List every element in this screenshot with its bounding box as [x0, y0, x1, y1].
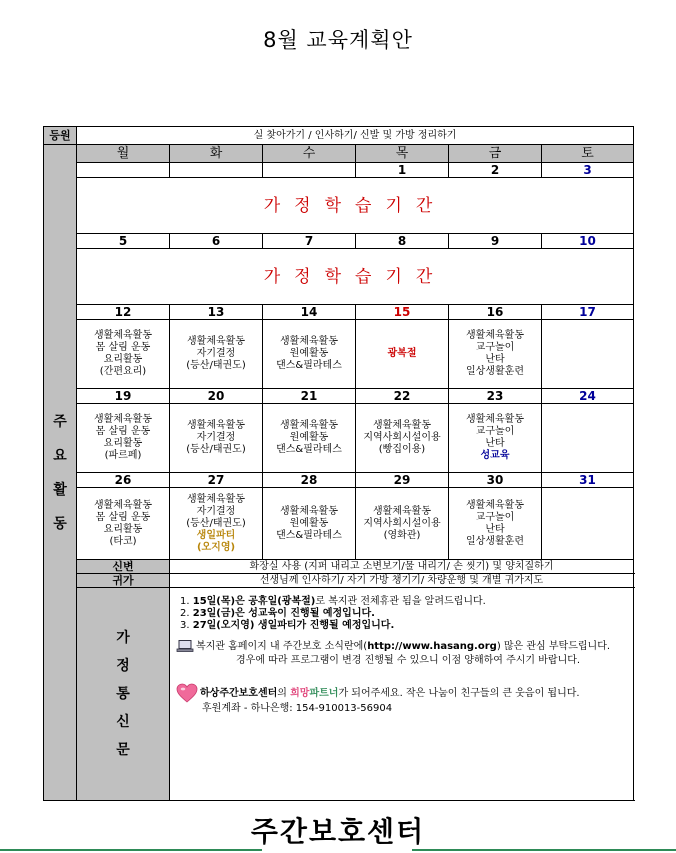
website-url[interactable]: http://www.hasang.org — [367, 641, 497, 652]
activity-line: 생활체육활동 — [94, 330, 152, 341]
notice-2-text: 23일(금)은 성교육이 진행될 예정입니다. — [192, 608, 375, 619]
website-pre: 복지관 홈페이지 내 주간보호 소식란에( — [196, 641, 368, 652]
day-tue: 화 — [170, 145, 263, 163]
activity-line: (빵집이용) — [378, 444, 426, 455]
activity-line: 일상생활훈련 — [466, 366, 524, 377]
activity-line: (파르페) — [104, 450, 142, 461]
activity-cell — [170, 488, 263, 560]
date-cell: 12 — [77, 305, 170, 320]
birthday-party-highlight: 생일파티 — [196, 529, 236, 541]
hygiene-row — [44, 560, 634, 574]
day-header-row — [44, 145, 634, 163]
date-cell: 22 — [356, 389, 449, 404]
arrival-row — [44, 127, 634, 145]
day-wed: 수 — [263, 145, 356, 163]
activity-line: 생활체육활동 — [280, 420, 338, 431]
notice-1-rest: 로 복지관 전체휴관 됨을 알려드립니다. — [315, 596, 486, 607]
hope-pre: 의 — [277, 688, 287, 699]
page-title: 8월 교육계획안 — [263, 28, 413, 52]
activity-cell — [356, 404, 449, 473]
date-cell: 5 — [77, 234, 170, 249]
notice-2: 2. 23일(금)은 성교육이 진행될 예정입니다. — [180, 608, 375, 619]
activity-line: 지역사회시설이용 — [363, 432, 441, 443]
hope-word: 희망 — [290, 688, 310, 699]
date-cell: 20 — [170, 389, 263, 404]
change-notice: 경우에 따라 프로그램이 변경 진행될 수 있으니 이점 양해하여 주시기 바랍니다. — [236, 655, 581, 666]
week2-banner-row — [44, 249, 634, 305]
activity-line: (영화관) — [383, 529, 421, 541]
activity-cell — [263, 404, 356, 473]
activity-cell — [356, 488, 449, 560]
week4-dates — [44, 389, 634, 404]
activity-cell — [77, 320, 170, 389]
activity-line: 요리활동 — [103, 438, 143, 449]
activity-line: 생활체육활동 — [466, 414, 524, 425]
activity-cell — [449, 488, 542, 560]
week4-activities — [44, 404, 634, 473]
date-cell: 23 — [449, 389, 542, 404]
date-cell — [170, 163, 263, 178]
activity-line: 몸 살림 운동 — [95, 426, 151, 437]
notice-1-bold: 15일(목)은 공휴일(광복절) — [192, 596, 316, 607]
website-notice — [176, 640, 627, 653]
weekly-label-char: 동 — [53, 515, 67, 532]
date-cell: 1 — [356, 163, 449, 178]
activity-line: 교구놀이 — [475, 426, 515, 437]
heart-icon — [176, 683, 198, 703]
activity-line: 생활체육활동 — [373, 505, 431, 517]
hygiene-text: 화장실 사용 (지퍼 내리고 소변보기/물 내리기/ 손 씻기) 및 양치질하기 — [170, 560, 634, 574]
going-home-text: 선생님께 인사하기/ 자기 가방 챙기기/ 차량운행 및 개별 귀가지도 — [170, 574, 634, 588]
activity-line: 생활체육활동 — [94, 414, 152, 425]
arrival-label: 등원 — [44, 127, 77, 145]
activity-cell — [542, 404, 634, 473]
newsletter-label — [77, 588, 170, 801]
date-cell: 2 — [449, 163, 542, 178]
activity-line: 생활체육활동 — [466, 499, 524, 511]
date-cell — [263, 163, 356, 178]
activity-cell — [263, 488, 356, 560]
week3-activities — [44, 320, 634, 389]
activity-line: (등산/태권도) — [186, 444, 246, 455]
activity-line: 난타 — [485, 523, 505, 535]
activity-cell — [449, 404, 542, 473]
activity-line: 생활체육활동 — [187, 420, 245, 431]
activity-line: 원예활동 — [289, 432, 329, 443]
activity-cell — [77, 404, 170, 473]
activity-line: 일상생활훈련 — [466, 535, 524, 547]
date-cell: 15 — [356, 305, 449, 320]
sex-education-highlight: 성교육 — [480, 450, 510, 461]
date-cell: 26 — [77, 473, 170, 488]
day-mon: 월 — [77, 145, 170, 163]
laptop-icon — [176, 640, 194, 652]
home-study-banner: 가정학습기간 — [77, 249, 634, 305]
weekly-label-char: 활 — [53, 481, 67, 498]
newsletter-label-char: 정 — [116, 658, 130, 674]
week1-banner-row — [44, 178, 634, 234]
activity-line: 몸 살림 운동 — [95, 511, 151, 523]
activity-cell — [77, 488, 170, 560]
newsletter-content — [170, 588, 634, 801]
sponsor-notice — [176, 683, 627, 703]
activity-line: 자기결정 — [196, 505, 236, 517]
activity-line: 자기결정 — [196, 432, 236, 443]
date-cell: 9 — [449, 234, 542, 249]
week2-dates — [44, 234, 634, 249]
going-home-label: 귀가 — [77, 574, 170, 588]
date-cell — [77, 163, 170, 178]
date-cell: 17 — [542, 305, 634, 320]
activity-cell — [542, 320, 634, 389]
hygiene-label: 신변 — [77, 560, 170, 574]
day-sat: 토 — [542, 145, 634, 163]
date-cell: 16 — [449, 305, 542, 320]
date-cell: 3 — [542, 163, 634, 178]
activity-line: 원예활동 — [289, 517, 329, 529]
date-cell: 19 — [77, 389, 170, 404]
activity-line: 교구놀이 — [475, 511, 515, 523]
bottom-rule-left — [0, 849, 262, 851]
activity-line: 생활체육활동 — [466, 330, 524, 341]
newsletter-label-char: 신 — [116, 714, 130, 730]
activity-line: 댄스&필라테스 — [276, 360, 342, 371]
activity-cell — [263, 320, 356, 389]
activity-line: 교구놀이 — [475, 342, 515, 353]
date-cell: 27 — [170, 473, 263, 488]
week5-dates — [44, 473, 634, 488]
home-study-banner: 가정학습기간 — [77, 178, 634, 234]
date-cell: 29 — [356, 473, 449, 488]
website-post: ) 많은 관심 부탁드립니다. — [496, 641, 611, 652]
date-cell: 7 — [263, 234, 356, 249]
date-cell: 10 — [542, 234, 634, 249]
activity-cell — [170, 320, 263, 389]
activity-line: 난타 — [485, 354, 505, 365]
activity-line: 생활체육활동 — [373, 420, 431, 431]
date-cell: 14 — [263, 305, 356, 320]
activity-cell — [449, 320, 542, 389]
activity-cell — [170, 404, 263, 473]
birthday-party-name: (오지영) — [196, 541, 236, 553]
activity-cell — [356, 320, 449, 389]
activity-line: 생활체육활동 — [94, 499, 152, 511]
activity-line: 댄스&필라테스 — [276, 444, 342, 455]
week5-activities — [44, 488, 634, 560]
holiday-label: 광복절 — [387, 348, 417, 359]
date-cell: 24 — [542, 389, 634, 404]
week1-dates — [44, 163, 634, 178]
date-cell: 28 — [263, 473, 356, 488]
activity-line: (타코) — [109, 535, 137, 547]
weekly-label-char: 주 — [53, 413, 67, 430]
date-cell: 21 — [263, 389, 356, 404]
activity-line: 자기결정 — [196, 348, 236, 359]
activity-line: 요리활동 — [103, 523, 143, 535]
activity-line: (등산/태권도) — [186, 517, 246, 529]
activity-line: 댄스&필라테스 — [276, 529, 342, 541]
bottom-rule-right — [412, 849, 676, 851]
newsletter-row — [44, 588, 634, 801]
activity-line: 지역사회시설이용 — [363, 517, 441, 529]
notice-3: 3. 27일(오지영) 생일파티가 진행될 예정입니다. — [180, 620, 395, 631]
activity-line: 생활체육활동 — [187, 493, 245, 505]
activity-line: 생활체육활동 — [187, 336, 245, 347]
newsletter-label-char: 가 — [116, 630, 130, 646]
center-name: 하상주간보호센터 — [200, 688, 278, 699]
activity-line: 생활체육활동 — [280, 336, 338, 347]
hope-post: 가 되어주세요. 작은 나눔이 친구들의 큰 웃음이 됩니다. — [338, 688, 580, 699]
activity-line: (간편요리) — [99, 366, 147, 377]
activity-line: 난타 — [485, 438, 505, 449]
day-thu: 목 — [356, 145, 449, 163]
center-title: 주간보호센터 — [250, 815, 426, 848]
date-cell: 8 — [356, 234, 449, 249]
activity-cell — [542, 488, 634, 560]
activity-line: 요리활동 — [103, 354, 143, 365]
activity-line: 몸 살림 운동 — [95, 342, 151, 353]
lesson-plan-table — [43, 126, 634, 801]
newsletter-label-char: 문 — [116, 742, 130, 758]
activity-line: 생활체육활동 — [280, 505, 338, 517]
activity-line: (등산/태권도) — [186, 360, 246, 371]
partner-word: 파트너 — [309, 688, 339, 699]
activity-line: 원예활동 — [289, 348, 329, 359]
week3-dates — [44, 305, 634, 320]
going-home-row — [44, 574, 634, 588]
newsletter-label-char: 통 — [116, 686, 130, 702]
notice-1: 1. 15일(목)은 공휴일(광복절)로 복지관 전체휴관 됨을 알려드립니다. — [180, 596, 486, 607]
date-cell: 6 — [170, 234, 263, 249]
day-fri: 금 — [449, 145, 542, 163]
date-cell: 31 — [542, 473, 634, 488]
arrival-text: 실 찾아가기 / 인사하기/ 신발 및 가방 정리하기 — [77, 127, 634, 145]
weekly-activities-label — [44, 145, 77, 801]
date-cell: 30 — [449, 473, 542, 488]
date-cell: 13 — [170, 305, 263, 320]
weekly-label-char: 요 — [53, 447, 67, 464]
account-info: 후원계좌 - 하나은행: 154-910013-56904 — [202, 703, 393, 714]
notice-3-text: 27일(오지영) 생일파티가 진행될 예정입니다. — [192, 620, 395, 631]
